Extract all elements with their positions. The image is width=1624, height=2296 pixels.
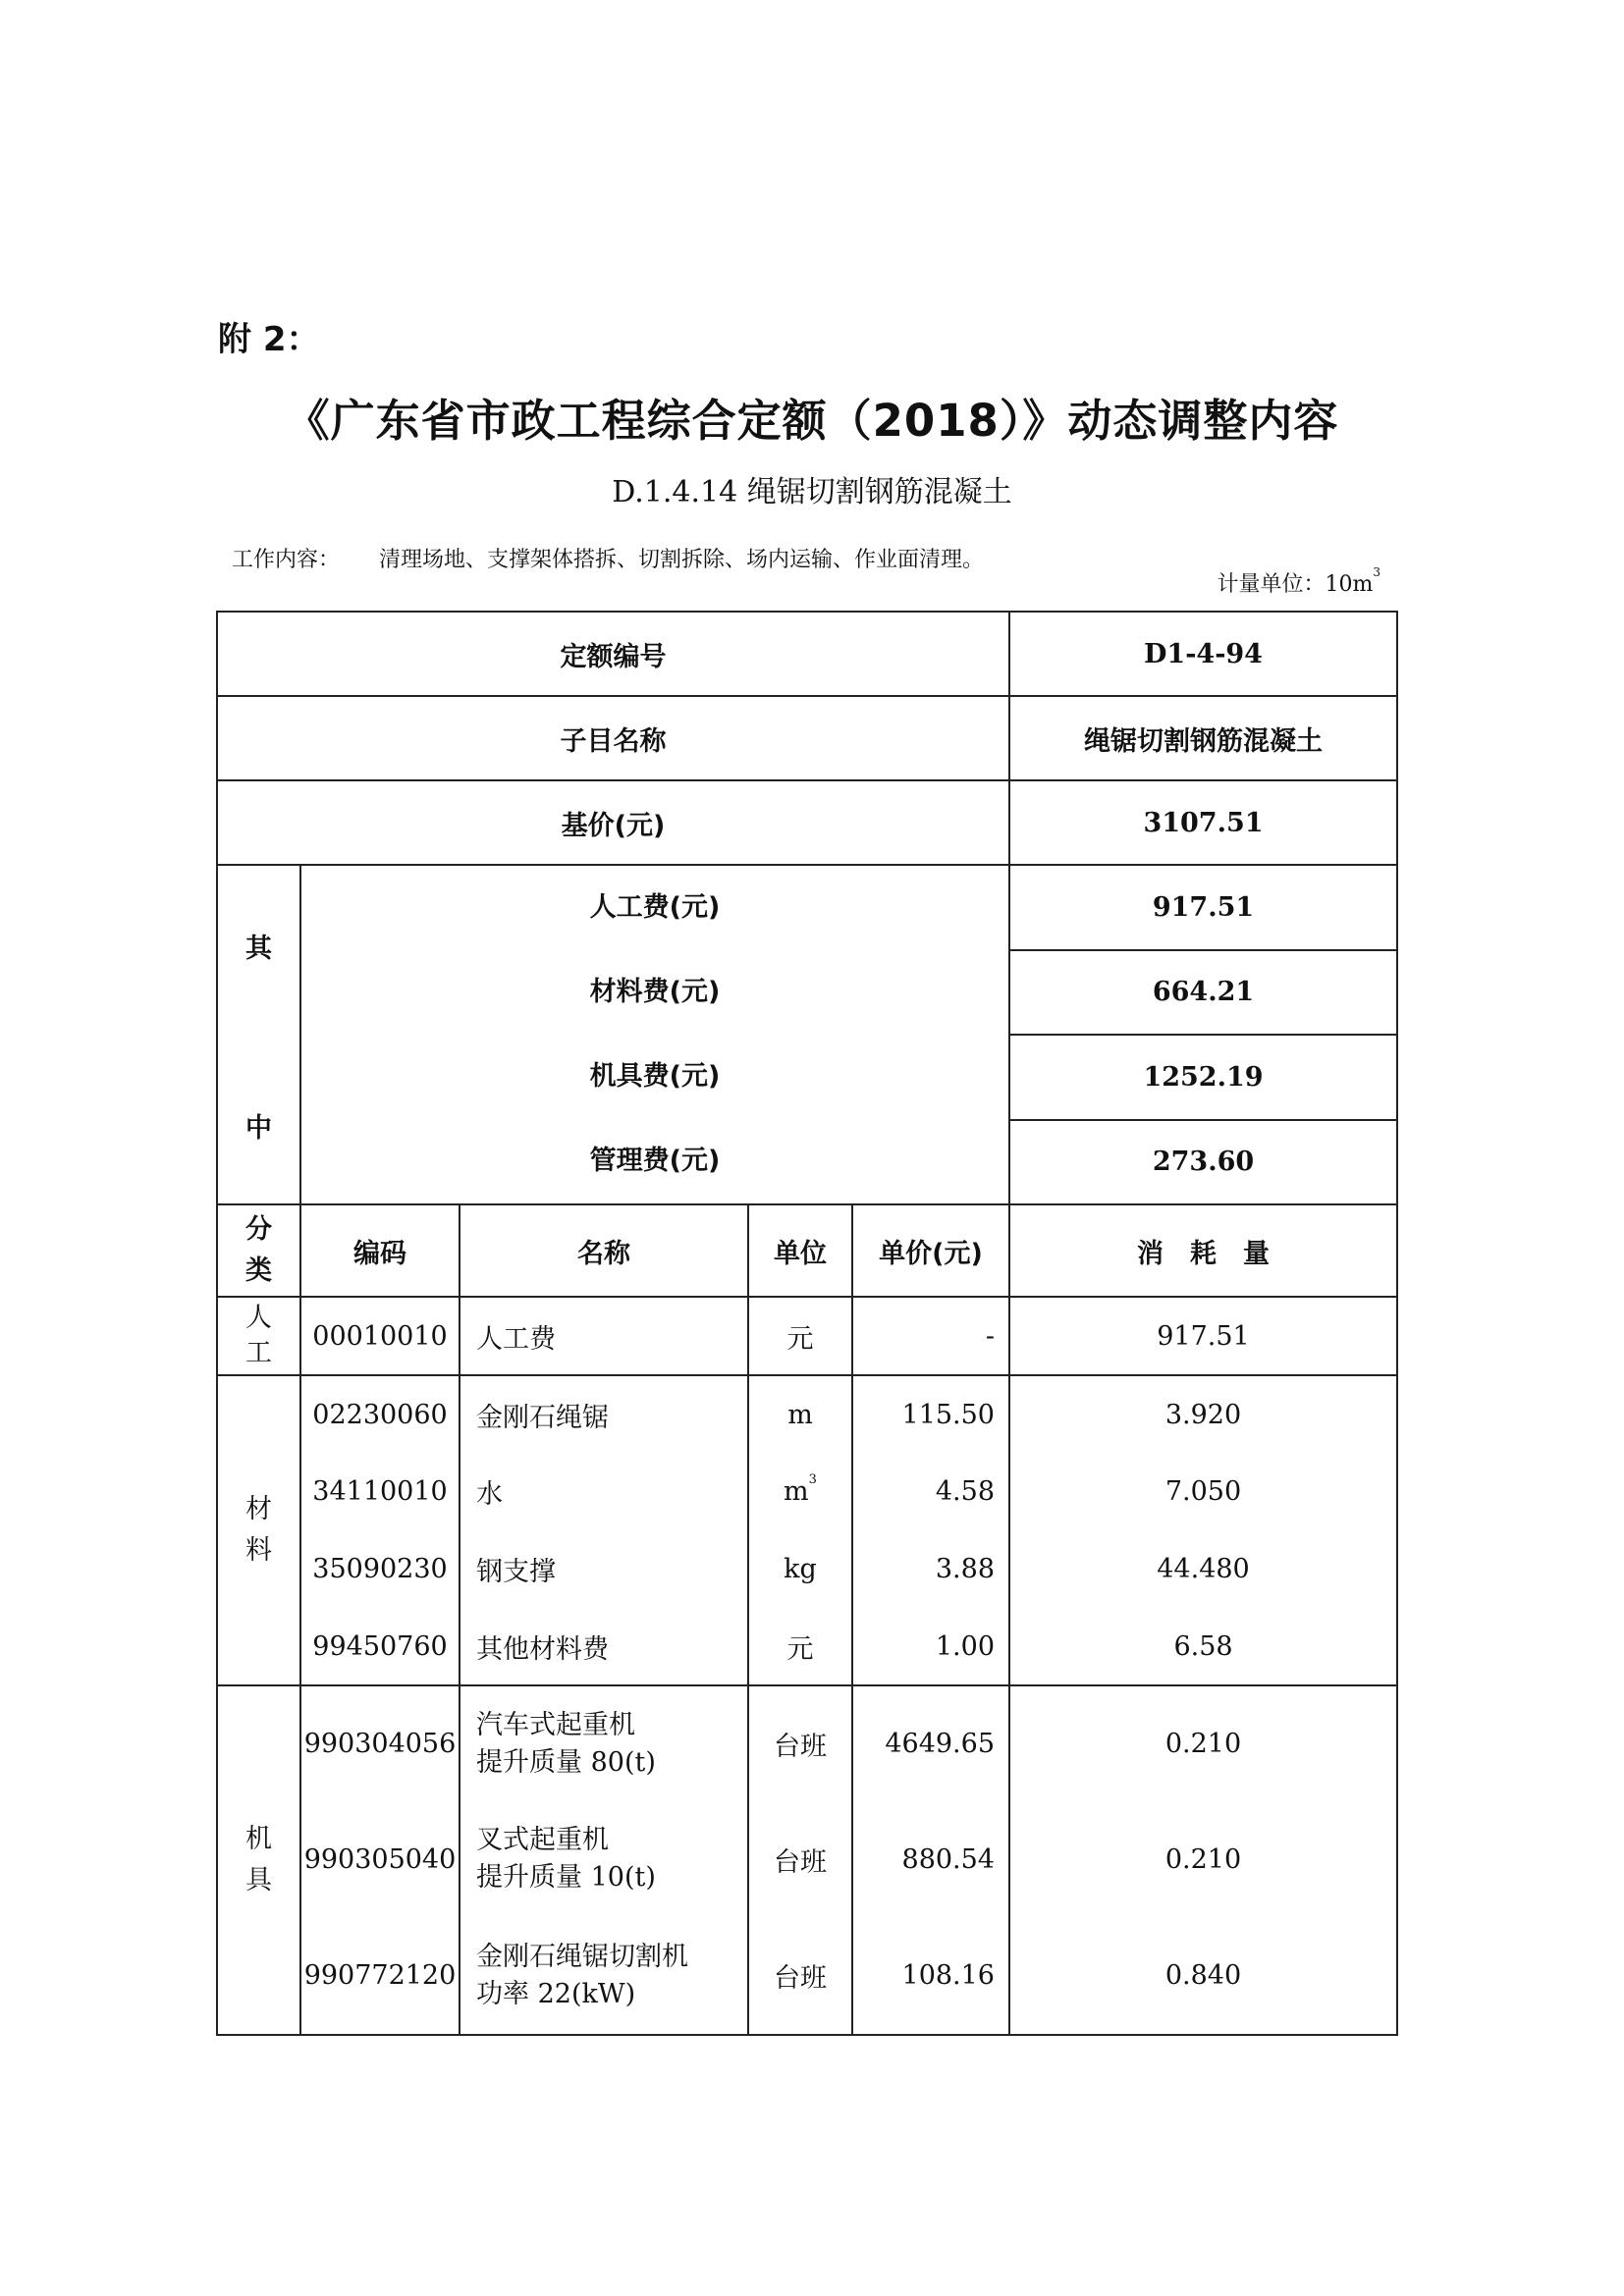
item-name: 金刚石绳锯 [460, 1375, 748, 1453]
page-title: 《广东省市政工程综合定额（2018）》动态调整内容 [285, 395, 1339, 447]
category-char: 料 [245, 1535, 272, 1566]
cost-label: 管理费(元) [589, 1146, 721, 1176]
category-machinery [217, 1685, 300, 2035]
unit-text: m [784, 1476, 809, 1507]
col-consumption: 消 耗 量 [1009, 1204, 1397, 1297]
table-row [217, 1375, 1397, 1453]
table-row [217, 1297, 1397, 1375]
section-subtitle: D.1.4.14 绳锯切割钢筋混凝土 [612, 475, 1012, 509]
category-char: 材 [245, 1494, 272, 1524]
of-which-top-char: 其 [245, 934, 272, 964]
item-qty: 0.210 [1009, 1801, 1397, 1917]
cost-label: 材料费(元) [589, 977, 721, 1007]
table-row [217, 1608, 1397, 1685]
cost-value: 664.21 [1009, 950, 1397, 1036]
item-qty: 0.840 [1009, 1917, 1397, 2035]
item-price: 115.50 [852, 1375, 1009, 1453]
column-header-row [217, 1204, 1397, 1297]
header-row [217, 696, 1397, 780]
item-name-line1: 金刚石绳锯切割机 [476, 1941, 688, 1972]
col-category-a: 分 [245, 1214, 272, 1245]
item-name-line2: 提升质量 80(t) [476, 1746, 656, 1778]
of-which-row [217, 865, 1397, 950]
item-unit: m [748, 1375, 852, 1453]
col-code: 编码 [300, 1204, 460, 1297]
item-unit: 元 [748, 1297, 852, 1375]
col-price: 单价(元) [852, 1204, 1009, 1297]
unit-superscript: 3 [1373, 565, 1380, 579]
item-code: 990305040 [300, 1801, 460, 1917]
item-qty: 917.51 [1009, 1297, 1397, 1375]
item-code: 99450760 [300, 1608, 460, 1685]
header-row [217, 780, 1397, 865]
col-unit: 单位 [748, 1204, 852, 1297]
of-which-label [217, 865, 300, 1204]
category-char: 机 [245, 1824, 272, 1854]
item-name-line2: 功率 22(kW) [476, 1978, 636, 2009]
col-category [217, 1204, 300, 1297]
quota-table [216, 611, 1398, 2036]
item-price: 880.54 [852, 1801, 1009, 1917]
item-name: 其他材料费 [460, 1608, 748, 1685]
unit-superscript: 3 [808, 1472, 817, 1487]
header-value: 3107.51 [1009, 780, 1397, 865]
col-name: 名称 [460, 1204, 748, 1297]
item-price: - [852, 1297, 1009, 1375]
annex-label: 附 2： [218, 320, 320, 359]
table-row [217, 1685, 1397, 1801]
table-row [217, 1917, 1397, 2035]
work-content-label: 工作内容： [232, 548, 341, 572]
category-labor [217, 1297, 300, 1375]
item-code: 35090230 [300, 1530, 460, 1608]
unit-label: 计量单位：10m [1217, 572, 1374, 597]
of-which-bottom-char: 中 [245, 1113, 272, 1144]
item-code: 34110010 [300, 1453, 460, 1530]
category-char: 工 [245, 1338, 272, 1368]
item-price: 108.16 [852, 1917, 1009, 2035]
category-materials [217, 1375, 300, 1685]
item-qty: 7.050 [1009, 1453, 1397, 1530]
of-which-labels [300, 865, 1009, 1204]
item-code: 990772120 [300, 1917, 460, 2035]
item-unit: 元 [748, 1608, 852, 1685]
item-qty: 3.920 [1009, 1375, 1397, 1453]
cost-label: 机具费(元) [589, 1061, 721, 1092]
measurement-unit [1218, 567, 1381, 598]
cost-label: 人工费(元) [589, 892, 721, 923]
item-name: 水 [460, 1453, 748, 1530]
item-code: 02230060 [300, 1375, 460, 1453]
work-content-text: 清理场地、支撑架体搭拆、切割拆除、场内运输、作业面清理。 [379, 548, 985, 572]
item-unit: 台班 [748, 1917, 852, 2035]
item-unit: 台班 [748, 1801, 852, 1917]
header-label: 基价(元) [217, 780, 1009, 865]
item-name [460, 1801, 748, 1917]
item-price: 1.00 [852, 1608, 1009, 1685]
header-label: 定额编号 [217, 612, 1009, 696]
item-qty: 6.58 [1009, 1608, 1397, 1685]
item-price: 4649.65 [852, 1685, 1009, 1801]
category-char: 具 [245, 1865, 272, 1896]
table-row [217, 1530, 1397, 1608]
header-value: 绳锯切割钢筋混凝土 [1009, 696, 1397, 780]
table-row [217, 1801, 1397, 1917]
header-row [217, 612, 1397, 696]
item-unit [748, 1453, 852, 1530]
item-name: 钢支撑 [460, 1530, 748, 1608]
category-char: 人 [245, 1303, 272, 1333]
item-qty: 0.210 [1009, 1685, 1397, 1801]
cost-value: 1252.19 [1009, 1035, 1397, 1120]
work-content [232, 543, 984, 573]
item-name: 人工费 [460, 1297, 748, 1375]
item-unit: kg [748, 1530, 852, 1608]
header-label: 子目名称 [217, 696, 1009, 780]
item-code: 990304056 [300, 1685, 460, 1801]
item-name-line1: 叉式起重机 [476, 1825, 609, 1855]
col-category-b: 类 [245, 1255, 272, 1286]
item-price: 3.88 [852, 1530, 1009, 1608]
item-price: 4.58 [852, 1453, 1009, 1530]
item-name [460, 1685, 748, 1801]
item-code: 00010010 [300, 1297, 460, 1375]
header-value: D1-4-94 [1009, 612, 1397, 696]
item-name [460, 1917, 748, 2035]
item-name-line1: 汽车式起重机 [476, 1709, 635, 1740]
cost-value: 917.51 [1009, 865, 1397, 950]
item-unit: 台班 [748, 1685, 852, 1801]
item-name-line2: 提升质量 10(t) [476, 1862, 656, 1893]
cost-value: 273.60 [1009, 1120, 1397, 1205]
item-qty: 44.480 [1009, 1530, 1397, 1608]
table-row [217, 1453, 1397, 1530]
